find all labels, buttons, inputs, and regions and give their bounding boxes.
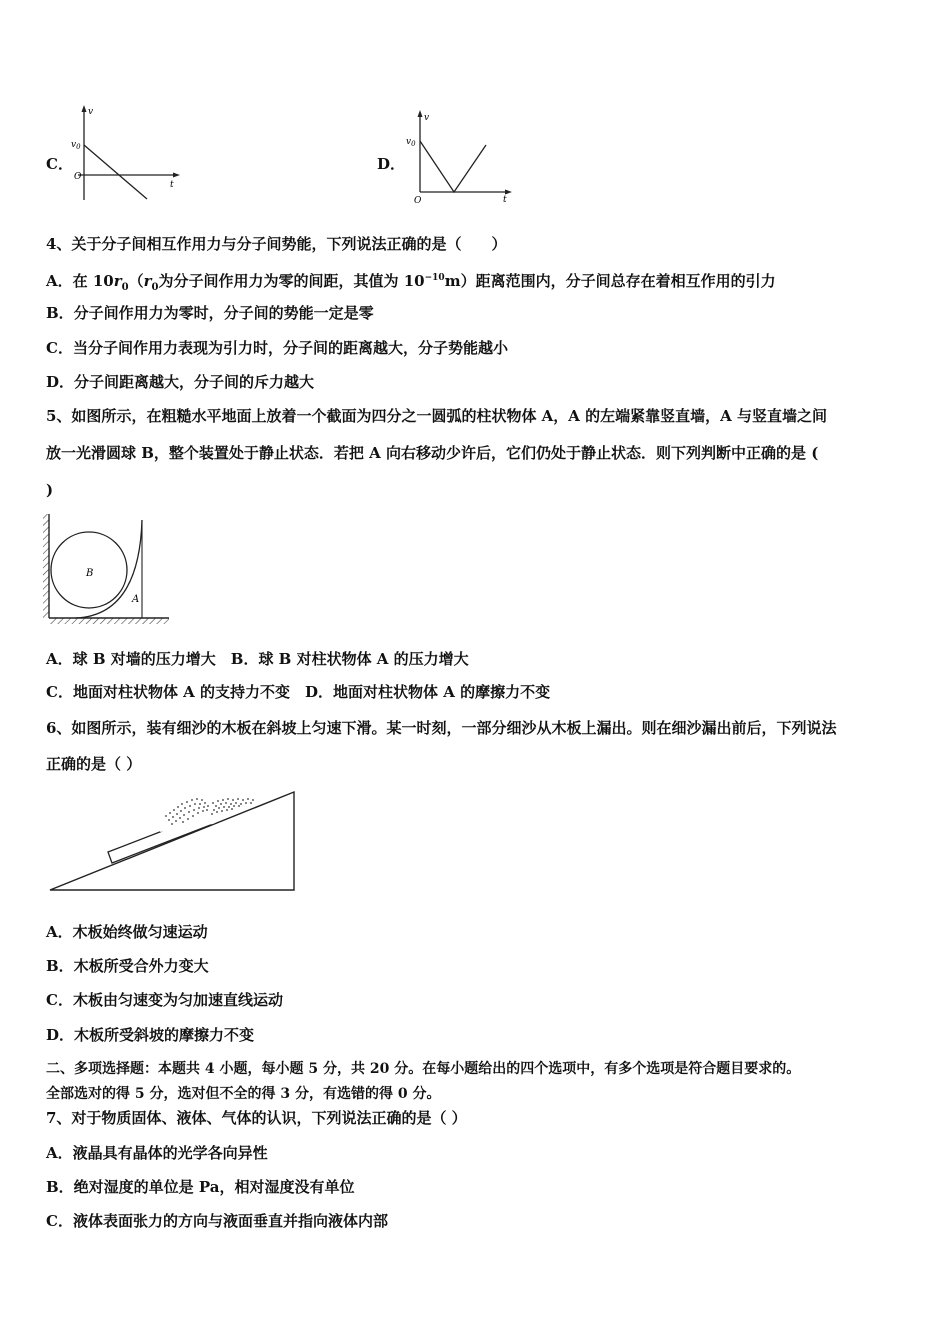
- q5-options-ab: A．球 B 对墙的压力增大 B．球 B 对柱状物体 A 的压力增大: [46, 650, 469, 668]
- option-d-label: D．: [377, 155, 406, 173]
- section2-instructions-line2: 全部选对的得 5 分，选对但不全的得 3 分，有选错的得 0 分。: [46, 1086, 441, 1102]
- q5-fig-label-a: A: [132, 594, 140, 605]
- q7-option-a: A．液晶具有晶体的光学各向异性: [46, 1144, 268, 1162]
- option-c-label: C．: [46, 155, 73, 173]
- graph-d-v0: v: [406, 137, 412, 147]
- graph-c: [70, 102, 190, 202]
- section2-instructions-line1: 二、多项选择题：本题共 4 小题，每小题 5 分，共 20 分。在每小题给出的四个选项中，有多个选项是符合题目要求的。: [46, 1061, 801, 1077]
- graph-d-v-axis: v: [424, 113, 430, 123]
- graph-d-t-axis: t: [503, 195, 507, 205]
- q7-option-b: B．绝对湿度的单位是 Pa，相对湿度没有单位: [46, 1178, 355, 1196]
- q6-option-d: D．木板所受斜坡的摩擦力不变: [46, 1026, 255, 1044]
- q7-stem: 7、对于物质固体、液体、气体的认识，下列说法正确的是（ ）: [46, 1109, 467, 1127]
- q6-stem-line2: 正确的是（ ）: [46, 755, 142, 773]
- svg-text:v0: $v_0$: [71, 140, 81, 151]
- graph-d: [402, 108, 522, 208]
- q4-option-a: A．在 $10r_0(r_0$为分子间作用力为零的间距，其值为 $10^{-10}m$）距离范围内，分子间总存在着相互作用的引力: [46, 272, 776, 293]
- q5-figure: [42, 512, 174, 628]
- q6-stem-line1: 6、如图所示，装有细沙的木板在斜坡上匀速下滑。某一时刻，一部分细沙从木板上漏出。则在细沙漏出前后，下列说法: [46, 719, 837, 737]
- graph-c-v0: v: [71, 140, 77, 150]
- q7-option-c: C．液体表面张力的方向与液面垂直并指向液体内部: [46, 1212, 388, 1230]
- q4-option-b: B．分子间作用力为零时，分子间的势能一定是零: [46, 304, 374, 322]
- q6-figure: [48, 786, 298, 894]
- graph-d-origin: O: [414, 196, 422, 206]
- q4-option-d: D．分子间距离越大，分子间的斥力越大: [46, 373, 315, 391]
- graph-c-origin: O: [74, 172, 82, 182]
- graph-c-v-axis: v: [88, 107, 94, 117]
- q4-option-c: C．当分子间作用力表现为引力时，分子间的距离越大，分子势能越小: [46, 339, 508, 357]
- graph-c-t-axis: t: [170, 180, 174, 190]
- q5-options-cd: C．地面对柱状物体 A 的支持力不变 D．地面对柱状物体 A 的摩擦力不变: [46, 683, 551, 701]
- q6-option-b: B．木板所受合外力变大: [46, 957, 209, 975]
- q5-stem-line3: ): [46, 481, 54, 499]
- q5-stem-line2: 放一光滑圆球 B，整个装置处于静止状态．若把 A 向右移动少许后，它们仍处于静止状态．则下列判断中正确的是 (: [46, 444, 819, 462]
- q6-option-a: A．木板始终做匀速运动: [46, 923, 208, 941]
- q5-fig-label-b: B: [86, 568, 94, 579]
- q6-option-c: C．木板由匀速变为匀加速直线运动: [46, 991, 283, 1009]
- q4-stem: 4、关于分子间相互作用力与分子间势能，下列说法正确的是（ ）: [46, 235, 507, 253]
- q5-stem-line1: 5、如图所示，在粗糙水平地面上放着一个截面为四分之一圆弧的柱状物体 A，A 的左端紧靠竖直墙，A 与竖直墙之间: [46, 407, 828, 425]
- svg-text:v0: $v_0$: [406, 137, 416, 148]
